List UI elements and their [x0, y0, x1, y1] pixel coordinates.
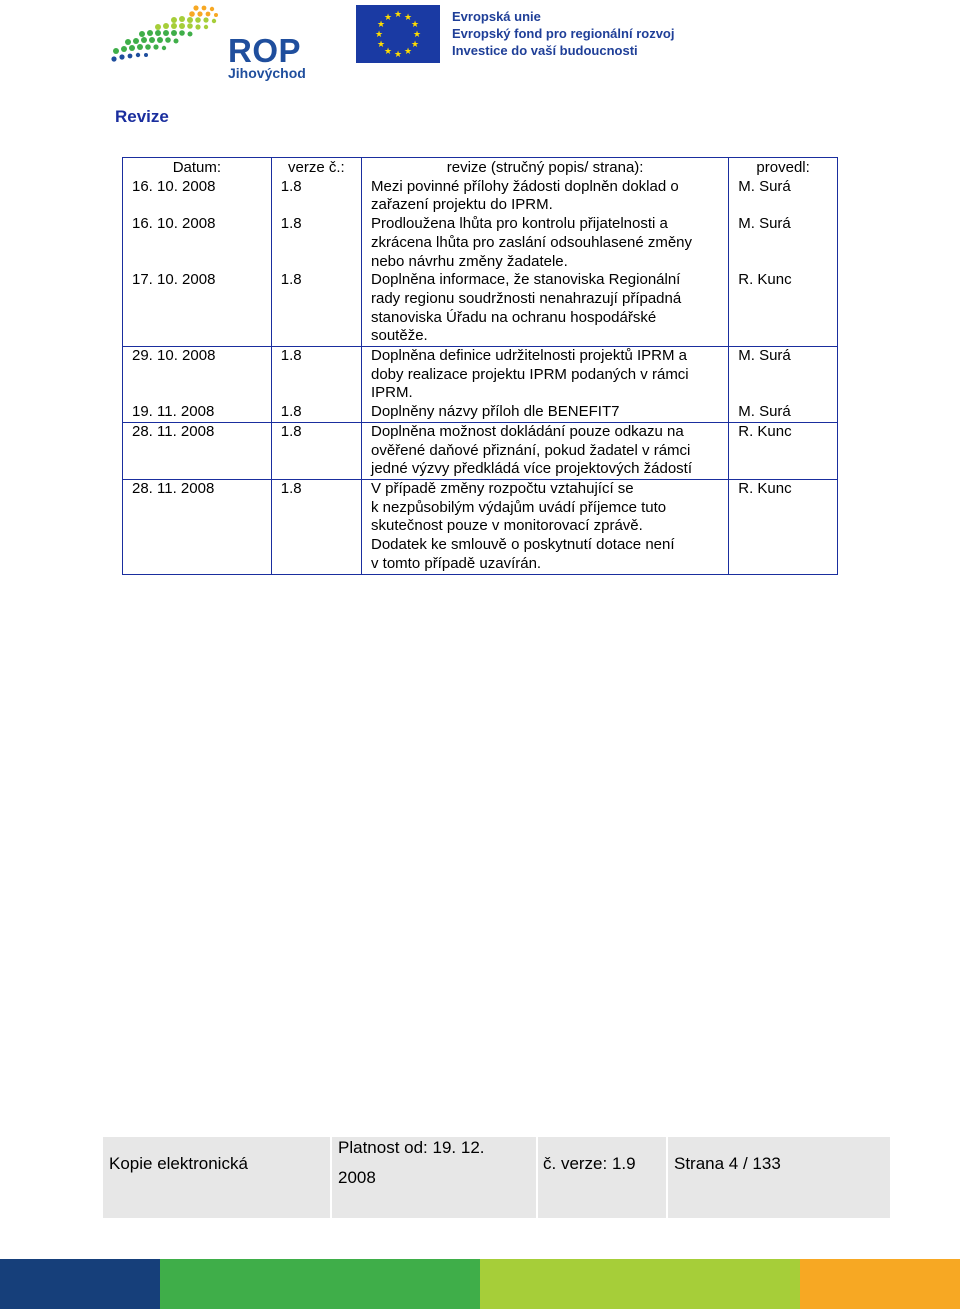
header-version: verze č.:	[271, 158, 361, 178]
header-date: Datum:	[123, 158, 272, 178]
description-line: IPRM.	[371, 384, 413, 402]
table-row	[123, 178, 838, 215]
eu-caption-line: Evropská unie	[452, 9, 541, 24]
cell-date: 16. 10. 2008	[123, 178, 272, 215]
cell-date: 17. 10. 2008	[123, 271, 272, 346]
description-line: Dodatek ke smlouvě o poskytnutí dotace není	[371, 536, 675, 554]
description-line: ověřené daňové přiznání, pokud žadatel v rámci	[371, 441, 691, 459]
footer-version: č. verze: 1.9	[543, 1154, 636, 1173]
cell-description	[362, 178, 729, 215]
svg-text:★: ★	[376, 20, 386, 30]
cell-author: M. Surá	[729, 215, 838, 271]
cell-author: R. Kunc	[729, 479, 838, 575]
cell-author: M. Surá	[729, 403, 838, 422]
description-line: zkrácena lhůta pro zaslání odsouhlasené změny	[371, 233, 693, 251]
footer-copy-type: Kopie elektronická	[109, 1154, 248, 1173]
cell-date: 29. 10. 2008	[123, 347, 272, 404]
footer-page-number: Strana 4 / 133	[674, 1154, 781, 1173]
header-author: provedl:	[729, 158, 838, 178]
svg-text:★: ★	[374, 30, 384, 40]
table-body	[123, 178, 838, 575]
description-line: doby realizace projektu IPRM podaných v rámci	[371, 365, 689, 383]
description-line: jedné výzvy předkládá více projektových žádostí	[371, 460, 692, 478]
eu-caption	[452, 8, 674, 59]
description-line: Doplněna definice udržitelnosti projektů IPRM a	[371, 347, 688, 365]
description-line: v tomto případě uzavírán.	[371, 554, 542, 572]
cell-description	[362, 422, 729, 479]
description-line: Mezi povinné přílohy žádosti doplněn doklad o	[371, 177, 679, 195]
cell-author: M. Surá	[729, 178, 838, 215]
cell-version: 1.8	[271, 215, 361, 271]
cell-description	[362, 271, 729, 346]
svg-text:★: ★	[376, 40, 386, 50]
cell-date: 16. 10. 2008	[123, 215, 272, 271]
rop-logo-subtext: Jihovýchod	[228, 65, 306, 81]
revision-table	[122, 157, 838, 575]
page-footer	[103, 1137, 892, 1218]
table-header-row	[123, 158, 838, 178]
description-line: skutečnost pouze v monitorovací zprávě.	[371, 517, 643, 535]
svg-text:★: ★	[393, 50, 403, 60]
cell-version: 1.8	[271, 479, 361, 575]
rop-logo-dots	[111, 5, 218, 61]
eu-caption-line: Evropský fond pro regionální rozvoj	[452, 26, 675, 41]
description-line: soutěže.	[371, 327, 428, 345]
description-line: Doplněna informace, že stanoviska Regionální	[371, 271, 681, 289]
cell-version: 1.8	[271, 271, 361, 346]
table-row	[123, 271, 838, 346]
cell-description	[362, 215, 729, 271]
eu-caption-line: Investice do vaší budoucnosti	[452, 43, 638, 58]
description-line: k nezpůsobilým výdajům uvádí příjemce tuto	[371, 498, 667, 516]
footer-page-cell	[668, 1137, 890, 1218]
rop-logo-text: ROP	[228, 32, 302, 69]
svg-text:★: ★	[393, 10, 403, 20]
svg-text:★: ★	[383, 13, 393, 23]
band-dark-blue	[0, 1259, 160, 1309]
header-description: revize (stručný popis/ strana):	[362, 158, 729, 178]
svg-text:★: ★	[403, 13, 413, 23]
cell-version: 1.8	[271, 178, 361, 215]
svg-text:★: ★	[383, 47, 393, 57]
description-line: zařazení projektu do IPRM.	[371, 196, 553, 214]
description-line: Doplněny názvy příloh dle BENEFIT7	[371, 403, 620, 421]
cell-date: 19. 11. 2008	[123, 403, 272, 422]
svg-text:★: ★	[403, 47, 413, 57]
description-line: stanoviska Úřadu na ochranu hospodářské	[371, 308, 657, 326]
footer-version-cell	[538, 1137, 666, 1218]
cell-date: 28. 11. 2008	[123, 422, 272, 479]
cell-author: R. Kunc	[729, 422, 838, 479]
table-row	[123, 215, 838, 271]
table-row	[123, 403, 838, 422]
description-line: Prodloužena lhůta pro kontrolu přijatelnosti a	[371, 215, 668, 233]
cell-version: 1.8	[271, 403, 361, 422]
svg-text:★: ★	[412, 30, 422, 40]
cell-description	[362, 479, 729, 575]
band-light-green	[480, 1259, 800, 1309]
table-row	[123, 479, 838, 575]
cell-author: M. Surá	[729, 347, 838, 404]
footer-valid-cell	[332, 1137, 536, 1218]
footer-valid-from: Platnost od: 19. 12.	[338, 1138, 485, 1157]
cell-description	[362, 403, 729, 422]
cell-description	[362, 347, 729, 404]
band-orange	[800, 1259, 960, 1309]
description-line: nebo návrhu změny žadatele.	[371, 252, 568, 270]
description-line: V případě změny rozpočtu vztahující se	[371, 479, 634, 497]
footer-copy-cell	[103, 1137, 330, 1218]
cell-date: 28. 11. 2008	[123, 479, 272, 575]
cell-version: 1.8	[271, 347, 361, 404]
bottom-color-band	[0, 1259, 960, 1309]
description-line: Doplněna možnost dokládání pouze odkazu na	[371, 422, 684, 440]
table-row	[123, 422, 838, 479]
band-green	[160, 1259, 480, 1309]
cell-author: R. Kunc	[729, 271, 838, 346]
cell-version: 1.8	[271, 422, 361, 479]
svg-text:★: ★	[410, 20, 420, 30]
footer-valid-year: 2008	[338, 1168, 376, 1187]
page-title: Revize	[115, 107, 169, 126]
description-line: rady regionu soudržnosti nenahrazují případná	[371, 289, 682, 307]
eu-flag-icon	[356, 5, 440, 63]
table-row	[123, 347, 838, 404]
svg-text:★: ★	[410, 40, 420, 50]
